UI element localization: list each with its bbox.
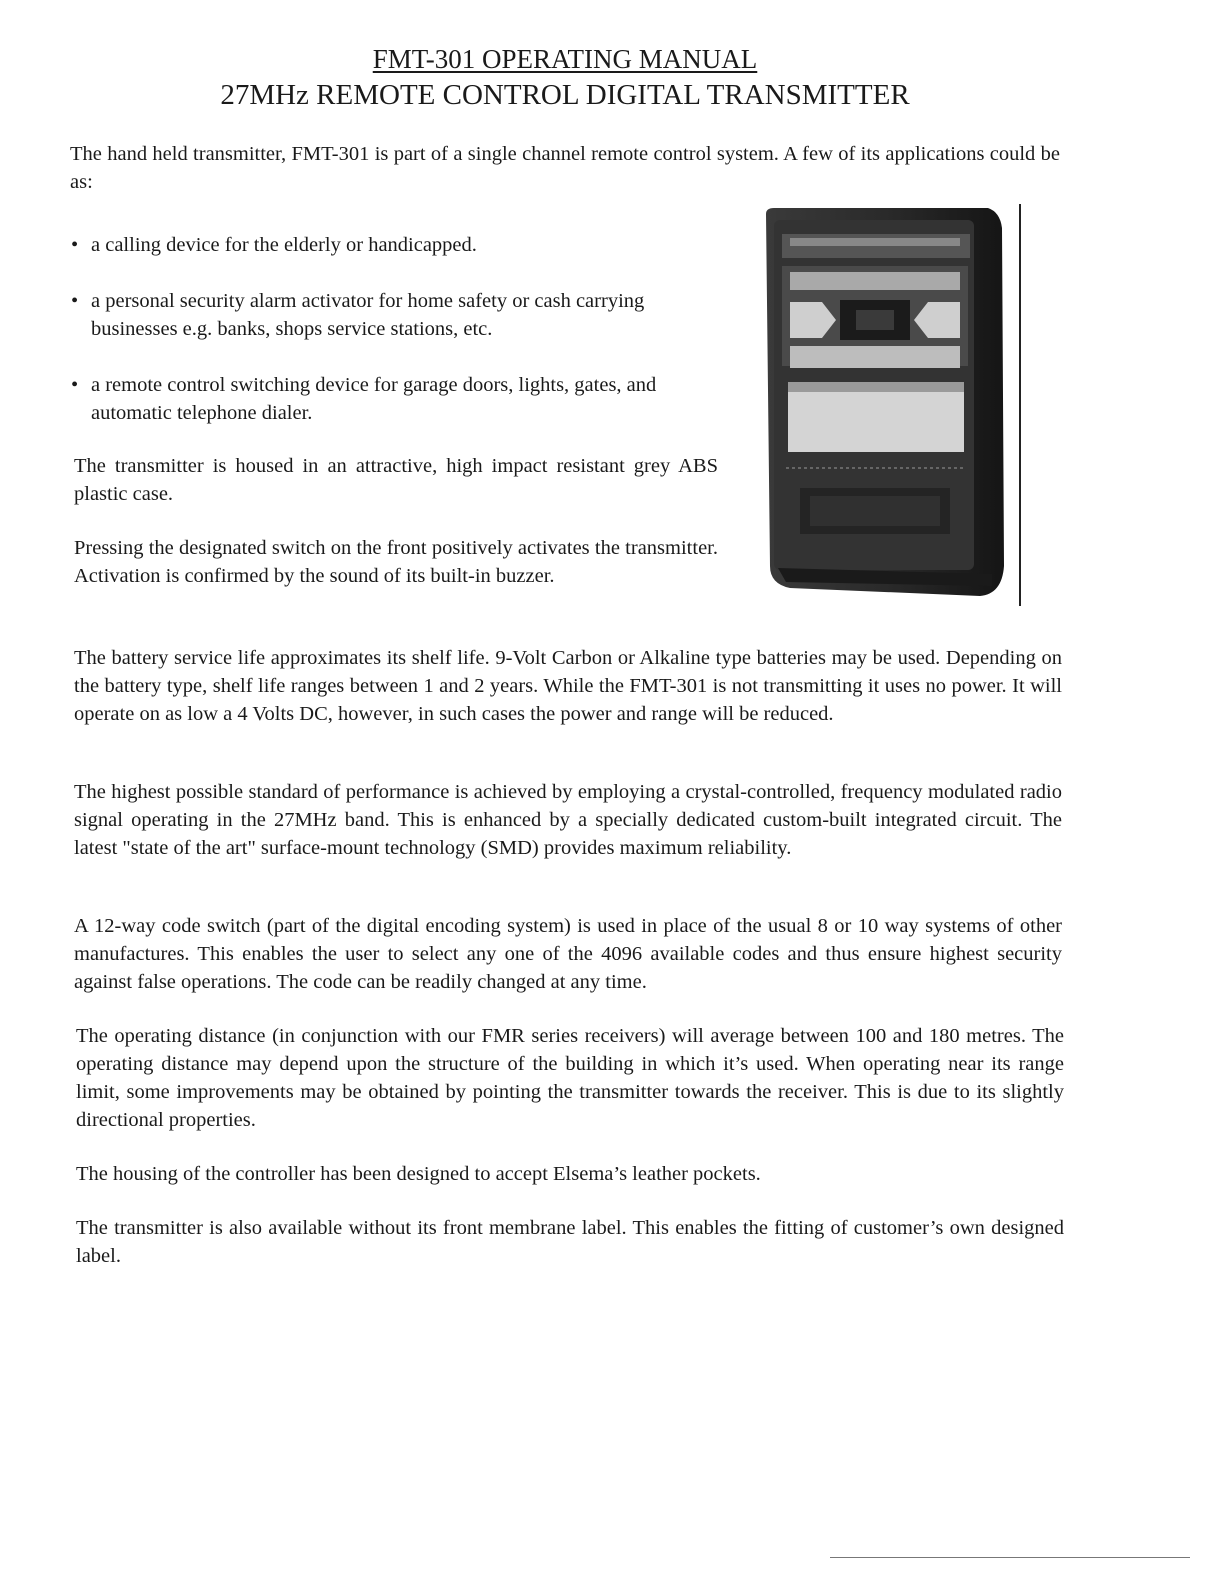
intro-paragraph: The hand held transmitter, FMT-301 is part of a single channel remote control system. A few of its applications could be as: [70,143,1060,193]
bullet-icon: • [71,374,79,396]
pockets-paragraph: The housing of the controller has been designed to accept Elsema’s leather pockets. [76,1163,761,1185]
list-item [71,231,731,259]
housing-paragraph: The transmitter is housed in an attractive, high impact resistant grey ABS plastic case. [74,455,718,505]
battery-paragraph: The battery service life approximates its shelf life. 9-Volt Carbon or Alkaline type batteries may be used. Depending on the battery type, shelf life ranges between 1 and 2 years. While the FMT-301 is not transmitting it uses no power. It will operate on as low a 4 Volts DC, however, in such cases the power and range will be reduced. [74,647,1062,725]
performance-paragraph: The highest possible standard of performance is achieved by employing a crystal-controlled, frequency modulated radio signal operating in the 27MHz band. This is enhanced by a specially dedicated custom-built integrated circuit. The latest "state of the art" surface-mount technology (SMD) provides maximum reliability. [74,781,1062,859]
bullet-icon: • [71,234,79,256]
label-paragraph: The transmitter is also available without its front membrane label. This enables the fitting of customer’s own designed label. [76,1217,1064,1267]
bullet-text: a personal security alarm activator for home safety or cash carrying businesses e.g. banks, shops service stations, etc. [91,290,645,340]
distance-paragraph: The operating distance (in conjunction with our FMR series receivers) will average between 100 and 180 metres. The operating distance may depend upon the structure of the building in which it’s used. When operating near its range limit, some improvements may be obtained by pointing the transmitter towards the receiver. This is due to its slightly directional properties. [76,1025,1064,1131]
remote-transmitter-image [760,206,1006,598]
pressing-paragraph: Pressing the designated switch on the front positively activates the transmitter. Activation is confirmed by the sound of its built-in buzzer. [74,537,718,587]
list-item [71,371,721,427]
code-switch-paragraph: A 12-way code switch (part of the digital encoding system) is used in place of the usual 8 or 10 way systems of other manufactures. This enables the user to select any one of the 4096 available codes and thus ensure highest security against false operations. The code can be readily changed at any time. [74,915,1062,993]
bullet-text: a calling device for the elderly or handicapped. [91,234,477,256]
list-item [71,287,671,343]
manual-title: FMT-301 OPERATING MANUAL [372,44,758,74]
bullet-icon: • [71,290,79,312]
scan-artifact [830,1557,1190,1558]
transmitter-photo [760,206,1006,598]
bullet-text: a remote control switching device for garage doors, lights, gates, and automatic telephone dialer. [91,374,657,424]
manual-subtitle: 27MHz REMOTE CONTROL DIGITAL TRANSMITTER [220,79,910,111]
margin-rule [1019,204,1021,606]
